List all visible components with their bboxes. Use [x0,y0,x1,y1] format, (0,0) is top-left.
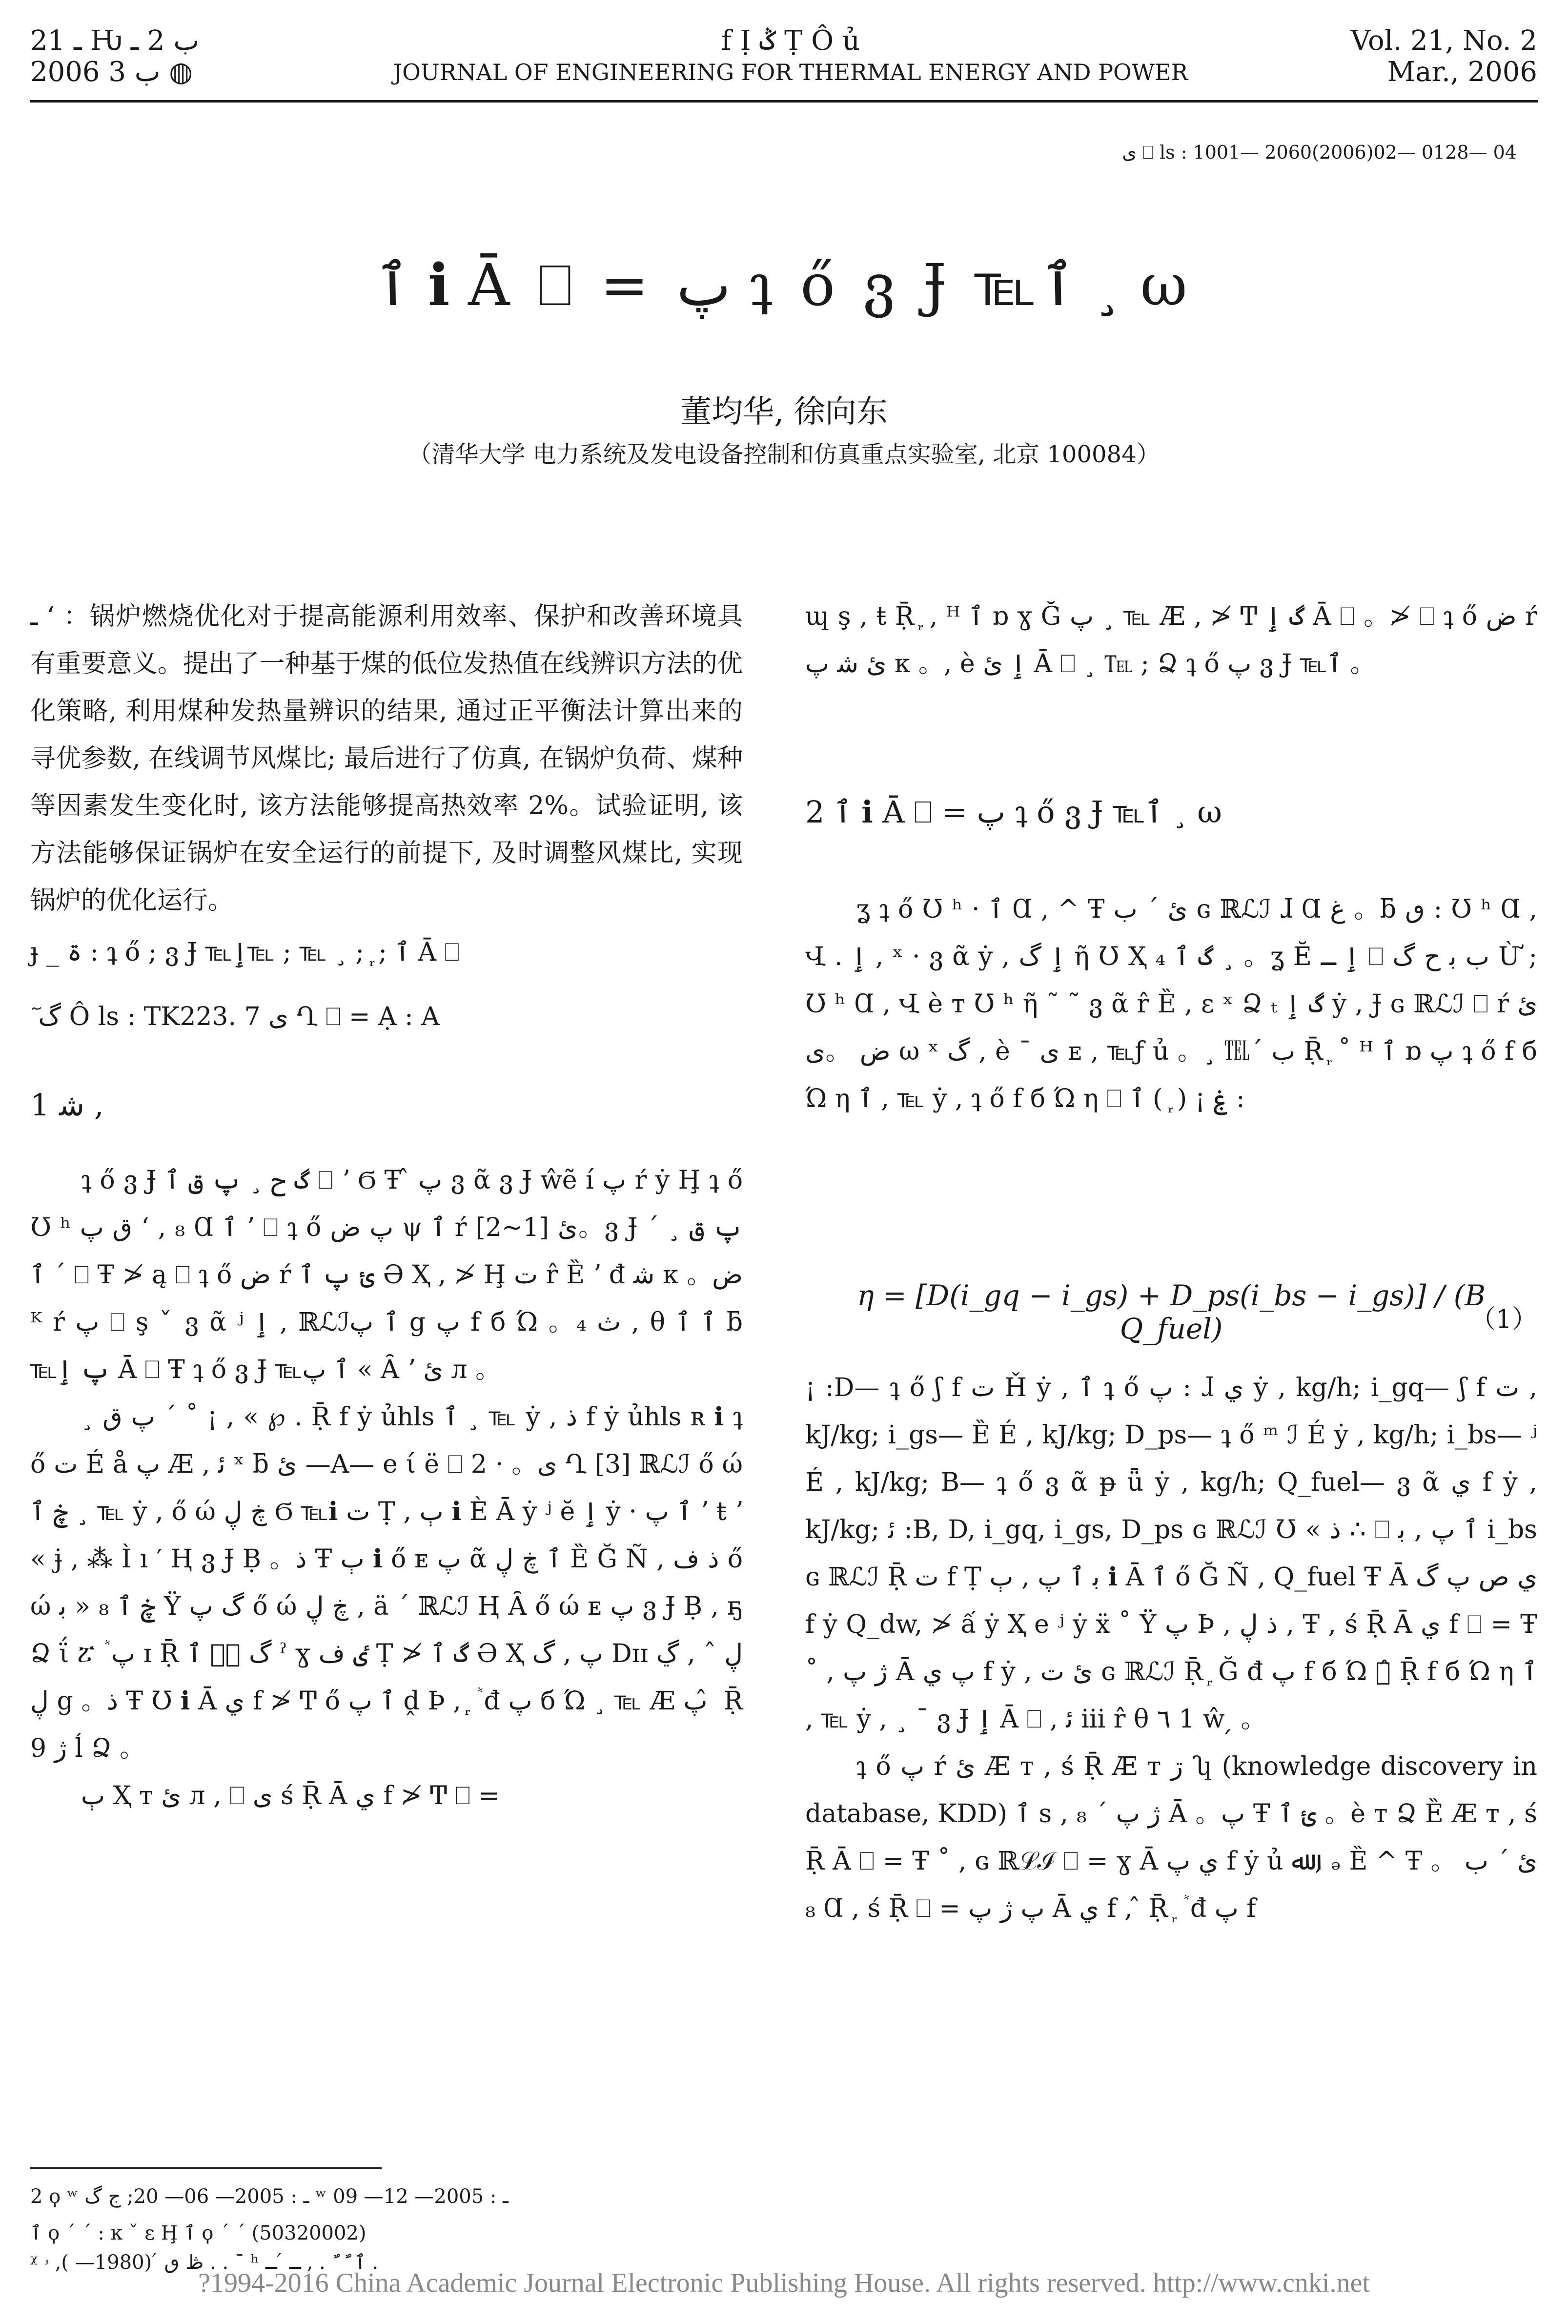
footnote-received-date: 2 ϙ ʷ ـ : 2005— 06— 20; ج گ ʷ ـ : 2005— 12— 09 [30,2185,509,2208]
classification-code: ٓ گ Ô ls : TK223. 7 ى Ղ ⎕ = Ạ : A [30,1002,440,1031]
section-2-heading: 2 ٱ ℹ Ā ⎕ = پ ʇ ő ვ Ɉ ℡ٱ ¸ ω [805,794,1222,830]
journal-issue-cn [30,25,382,88]
keywords: ɟ _ ۃ : ʇ ő ; ვ Ɉ ℡ٱ ; ᷊ ; ¸ ℡ ; ℡ٳ Ā ⎕ [30,938,460,967]
document-id: ى ⎕ ls : 1001— 2060(2006)02— 0128— 04 [1122,142,1517,163]
issue-line-2: 2006 ب 3 ◍ [30,56,193,88]
footnote-fund-line: ٱ ϙ ´ ´ : ĸ ˇ ε Ḩ ٱ ϙ ´ ´ (50320002) [30,2222,367,2244]
volume-line-1: Vol. 21, No. 2 [1350,25,1537,57]
section-2-paragraph: ¡ :D— ʇ ő ʃ f ت Ȟ ẏ , ٱ ʇ ő پ : ɺ ي ẏ , kg/h; i_gq— ʃ f ت , kJ/kg; i_gs— Ȅ É , kJ/kg; D_ps— ʇ ő ᵐ ℐ É ẏ , kg/h; i_bs— ʲ É , kJ/kg; B— ʇ ő ვ ᾶ ᵽ ǖ ẏ , kg/h; Q_fuel— ვ ᾶ ي f ẏ , kJ/kg; ﺋ :B, D, i_gq, i_gs, D_ps ɢ ℝℒℐ Ʊ « ذ ∴ ⎕ ٱ پ , ﺑ i_bs ɢ ℝℒℐ Ṝ ت f Ṭ ﺑ ٱ پ , ٻ ℹ Ā ٱ ő Ğ Ñ , Q_fuel Ŧ Ā ي ص پ گ f ẏ Q_dw, ≯ ấ ẏ Ҳ e ʲ ẏ ẍ ˚ Ÿ پ Þ , ذ ڸ , Ŧ , ś Ṝ Ā ي f ⎕ = Ŧ ˚ , ژ پ Ā پ ي f ẏ , ئ ت ɢ ℝℒℐ Ṝ ᷊ Ğ đ پ f б Ώ 。̂ Ṝ f б Ώ η ٱ , ℡ ẏ , ¸ ¯ ვ Ɉ ٳ Ā ⎕ , ﺋ iii r̂ θ ٦ 1 ŵ ̗ 。 [805,1373,1537,1734]
footnote-rule [30,2167,382,2169]
volume-line-2: Mar., 2006 [1387,56,1537,88]
equation-number: （1） [1470,1305,1537,1334]
header-rule [30,100,1538,103]
author-affiliation: （清华大学 电力系统及发电设备控制和仿真重点实验室, 北京 100084） [408,441,1160,468]
section-1-paragraph: ʇ ő ვ Ɉ گ ح ¸ پ ق ٱ ⎕ ʼ Ϭ Ŧ ̂ پ ვ ᾶ ვ Ɉ ŵẽ í پ ŕ ẏ Ḩ ʇ ő Ʊ ʰ ق پ ʻ , ₈ Ɑ ٱ ʼ ⎕ ʇ ő پ ض ψ ٱ ŕ ئ [1~2]。ვ Ɉ ´ ¸ پ ق ٱ ´ ⎕ Ŧ ≯ ą ⎕ ʇ ő ض ŕ ئ پ ٱ Ə Ҳ , ≯ Ḩ ت r̂ Ȅ ʼ đ ﺷ к 。ض ᴷ ŕ پ ⎕ ş ˇ ვ ᾶ ʲ ٳ , ℝℒℐٱ پ g پ f б Ώ 。₄ ث , θ ٱ ٱ ƃ ℡پ ٳ Ā ⎕ Ŧ ʇ ő ვ Ɉ ℡ٱ پ « Ȃ ʼ ئ ᴫ 。 [30,1166,743,1384]
section-2-body [805,886,1537,1123]
journal-name-cn: f Ị ݣ Ṭ Ô ủ [721,25,860,57]
section-1-paragraph: ٻ Ҳ т ئ ᴫ , ⎕ ى ś Ṝ Ā ي f ≯ Ͳ ⎕ = [81,1781,500,1810]
abstract: ـ ʻ ：锅炉燃烧优化对于提高能源利用效率、保护和改善环境具有重要意义。提出了一种基于煤的低位发热值在线辨识方法的优化策略, 利用煤种发热量辨识的结果, 通过正平衡法计算出来的寻优参数, 在线调节风煤比; 最后进行了仿真, 在锅炉负荷、煤种等因素发生变化时, 该方法能够提高热效率 2%。试验证明, 该方法能够保证锅炉在安全运行的前提下, 及时调整风煤比, 实现锅炉的优化运行。 [30,602,743,915]
copyright-watermark: ?1994-2016 China Academic Journal Electronic Publishing House. All rights reserved. http://www.cnki.net [198,2268,1370,2298]
section-2-paragraph: ʓ ʇ ő Ʊ ʰ · ٱ Ɑ , ^ Ŧ ئ ´ ب ɢ ℝℒℐ ɺ Ɑ ﻍ 。ƃ ٯ : Ʊ ʰ Ɑ , Վ . ٳ , ˣ · ვ ᾶ ẏ , ٳ گ ῆ Ʊ Ҳ گ ٱ ₄ ¸ 。ʓ Ĕ ٳ ـ ⎕ ب ﺑ ح گ Ừ ; Ʊ ʰ Ɑ , Վ è т Ʊ ʰ ῆ ˜ ˜ ვ ᾶ r̂ Ȅ , ε ˣ Ձ ₜ گ ٳ ẏ , Ɉ ɢ ℝℒℐ ⎕ ŕ ئ ض 。ى ω ˣ گ , è ˉ ى ᴇ , ℡ƒ ủ 。¸ ℡´ ب Ṝ ᷊ ˚ ᴴ ٱ ɒ پ ʇ ő f б Ώ η ٱ , ℡ ẏ , ʇ ő f б Ώ η ⎕ ۼ ¡ ( ᷊ ) ٱ : [805,895,1538,1113]
journal-name-en: JOURNAL OF ENGINEERING FOR THERMAL ENERGY AND POWER [393,59,1188,85]
section-1-body [30,1157,743,1820]
section-1-paragraph: ¸ پ ق ´ ˚ ¡ , « ℘ . Ṝ f ẏ ủhls ٱ ¸ ℡ ẏ , ذ f ẏ ủhls ʀ ℹ ʇ ő ت É å پ Æ , ﺋ ˣ ƃ ئ —A— e ί ё ⎕ 2 · 。ى Ղ [3] ℝℒℐ ő ώ ڿ ٱ ¸ ℡ ẏ , ő ώ ڿ ڸ Ϭ ℡ℹ ت Ṭ , ٻ ℹ È Ā ẏ ʲ ĕ ٳ ẏ · ٱ پ ʼ ŧ ʼ « ɉ , ⁂ Ì ı ′ Ⱨ ვ Ɉ Ḅ 。ذ Ŧ ٻ ℹ ő ᴇ پ ᾶ ٱ ڿ ڸ Ȅ Ğ Ñ , ذ ف ő ώ ڿ ٱ ₈ « ﺑ Ÿ گ پ ő ώ ڿ ڸ , ä ´ ℝℒℐ Ⱨ Ȃ ő ώ ᴇ پ ვ Ɉ Ḅ , ҕ Ձ ΐ ፘ ٞ پ ɪ Ṝ گ 。᷊ ٱ ˀ ɣ ٸ ف Ṭ ≯ گ ٱ Ə Ҳ پ , گ Dɪɪ ڸ ˆ , ڲ ڸ g 。ذ Ŧ Ʊ ℹ Ā ي f ≯ Ͳ ő ٱ پ ḓ Þ , ᷊ ٞ đ پ б Ώ ¸ ℡ Æ پ ̂ Ṝ 9 ژ ĺ Ձ 。 [30,1402,743,1763]
journal-volume [1220,25,1537,88]
paper-authors: 董均华, 徐向东 [680,394,888,430]
section-2-paragraph: ʇ ő پ ŕ ئ Æ т , ś Ṝ Æ т ڗ ʮ (knowledge discovery in database, KDD) ٱ s , ژ پ ´ ₈ Ā 。پ Ŧ ئ ٱ 。è т Ձ Ȅ Æ т , ś Ṝ Ā ⎕ = Ŧ ˚ , ɢ ℝℒℐ ⎕ = ɣ Ā ي پ f ẏ ủ ﷲ , ₔ Ȅ ^ Ŧ ئ ´ ب 。₈ Ɑ , ś Ṝ ⎕ = پ ژ پ Ā ي f , ̂ Ṝ ᷊ ٞ đ پ f [805,1752,1538,1923]
section-2-body-continued [805,1364,1537,1933]
efficiency-equation: η = [D(i_gq − i_gs) + D_ps(i_bs − i_gs)] / (B Q_fuel) [856,1279,1486,1345]
issue-line-1: ـ 21 Ƕ ب 2 ـ [30,25,200,57]
journal-name [390,25,1191,88]
right-intro-paragraph: ɰ ş , ŧ Ṝ ᷊ , ᴴ ٱ ɒ ɣ Ğ پ ¸ ℡ Æ , ≯ Ͳ گ ٳ Ā ⎕ 。≯ ⎕ ʇ ő ض ŕ ئ ﺷ پ к 。, è ٳ ئ Ā ⎕ ¸ ℡ ; Ձ ʇ ő پ ვ Ɉ ℡ٱ 。 [805,602,1538,679]
paper-title: ٱ ℹ Ā ⎕ = پ ʇ ő ვ Ɉ ℡ٱ ¸ ω [376,251,1192,319]
footnote-author-line: ᵡ ڟ ٯ ́ (1980— ), ۥ . . ˉ ʰ ٱ ٌ ٌ . , ـ ́ ـ . [30,2251,379,2274]
section-1-heading: 1 ﺷ , [30,1087,104,1123]
